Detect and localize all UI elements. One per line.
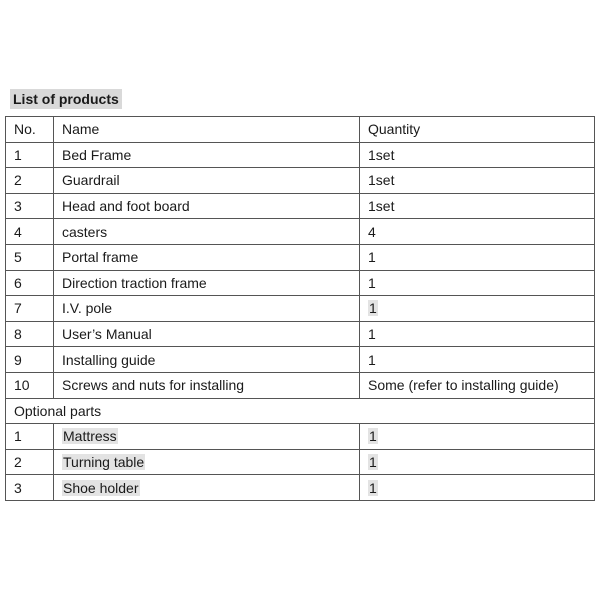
cell-quantity: 4 <box>360 219 595 245</box>
cell-quantity: 1 <box>360 270 595 296</box>
column-header-name: Name <box>54 117 360 143</box>
cell-name: Screws and nuts for installing <box>54 372 360 398</box>
cell-no: 8 <box>6 321 54 347</box>
cell-quantity: 1 <box>360 244 595 270</box>
cell-no: 10 <box>6 372 54 398</box>
table-row <box>6 372 595 398</box>
cell-no: 3 <box>6 193 54 219</box>
cell-no: 2 <box>6 168 54 194</box>
highlighted-quantity: 1 <box>369 300 377 317</box>
cell-no: 2 <box>6 449 54 475</box>
cell-name <box>54 424 360 450</box>
table-row <box>6 168 595 194</box>
cell-no: 1 <box>6 142 54 168</box>
cell-quantity <box>360 296 595 322</box>
cell-quantity: 1set <box>360 168 595 194</box>
table-row <box>6 219 595 245</box>
cell-quantity: 1 <box>360 321 595 347</box>
section-row <box>6 398 595 424</box>
table-row <box>6 270 595 296</box>
cell-name: Direction traction frame <box>54 270 360 296</box>
table-row <box>6 244 595 270</box>
table-row <box>6 321 595 347</box>
cell-name <box>54 475 360 501</box>
cell-name: Portal frame <box>54 244 360 270</box>
highlighted-quantity: 1 <box>369 428 377 445</box>
column-header-quantity: Quantity <box>360 117 595 143</box>
cell-no: 4 <box>6 219 54 245</box>
page-title: List of products <box>10 89 122 109</box>
table-row <box>6 142 595 168</box>
cell-name: casters <box>54 219 360 245</box>
table-row <box>6 424 595 450</box>
optional-parts-label: Optional parts <box>6 398 595 424</box>
cell-quantity: 1set <box>360 193 595 219</box>
table-header-row <box>6 117 595 143</box>
table-row <box>6 449 595 475</box>
cell-no: 9 <box>6 347 54 373</box>
cell-name: I.V. pole <box>54 296 360 322</box>
cell-quantity: Some (refer to installing guide) <box>360 372 595 398</box>
cell-quantity <box>360 475 595 501</box>
cell-no: 5 <box>6 244 54 270</box>
cell-no: 3 <box>6 475 54 501</box>
cell-no: 6 <box>6 270 54 296</box>
table-row <box>6 347 595 373</box>
table-row <box>6 475 595 501</box>
highlighted-quantity: 1 <box>369 479 377 496</box>
highlighted-name: Mattress <box>63 428 117 445</box>
cell-no: 1 <box>6 424 54 450</box>
cell-no: 7 <box>6 296 54 322</box>
cell-name <box>54 449 360 475</box>
cell-quantity <box>360 424 595 450</box>
cell-name: Bed Frame <box>54 142 360 168</box>
highlighted-name: Turning table <box>63 454 145 471</box>
table-row <box>6 193 595 219</box>
table-row <box>6 296 595 322</box>
cell-quantity: 1set <box>360 142 595 168</box>
highlighted-name: Shoe holder <box>63 479 139 496</box>
cell-quantity <box>360 449 595 475</box>
products-table <box>5 116 595 501</box>
cell-name: Guardrail <box>54 168 360 194</box>
cell-name: Installing guide <box>54 347 360 373</box>
cell-name: Head and foot board <box>54 193 360 219</box>
cell-name: User’s Manual <box>54 321 360 347</box>
cell-quantity: 1 <box>360 347 595 373</box>
highlighted-quantity: 1 <box>369 454 377 471</box>
column-header-no: No. <box>6 117 54 143</box>
